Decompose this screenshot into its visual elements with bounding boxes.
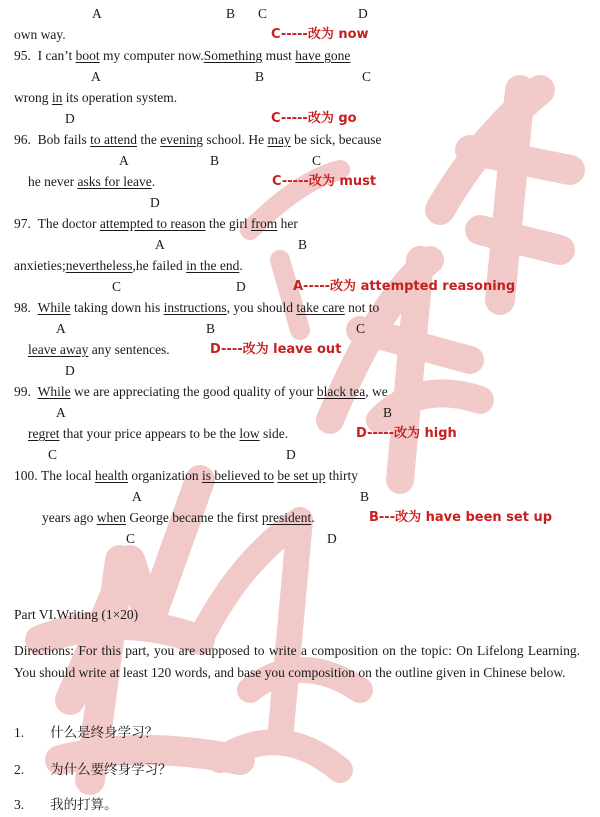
underlined-option: asks for leave xyxy=(77,174,152,189)
text: taking down his xyxy=(70,300,164,315)
text: not to xyxy=(344,300,380,315)
answer-note: A-----改为 attempted reasoning xyxy=(293,279,516,294)
outline-item xyxy=(14,762,172,778)
question-number: 96. xyxy=(14,132,31,147)
text: he never xyxy=(28,174,78,189)
option-letter-a: A xyxy=(155,237,165,252)
outline-text: 什么是终身学习？ xyxy=(50,725,159,740)
underlined-option: may xyxy=(267,132,291,147)
question-100-line2 xyxy=(42,510,315,526)
text: any sentences. xyxy=(88,342,170,357)
underlined-option: nevertheless xyxy=(65,258,133,273)
option-letter-b: B xyxy=(206,321,216,336)
underlined-option: to attend xyxy=(90,132,137,147)
option-letter-a: A xyxy=(56,321,66,336)
question-96-line2 xyxy=(28,174,155,190)
outline-text: 我的打算。 xyxy=(50,797,118,812)
text: . xyxy=(239,258,243,273)
text: , we xyxy=(365,384,388,399)
question-97-line2 xyxy=(14,258,243,274)
text: years ago xyxy=(42,510,97,525)
question-99-line2 xyxy=(28,426,288,442)
text: George became the first xyxy=(125,510,262,525)
option-letter-c: C xyxy=(356,321,366,336)
section-heading: Part VI.Writing (1×20) xyxy=(14,607,139,622)
underlined-option: regret xyxy=(28,426,60,441)
text: Bob fails xyxy=(37,132,91,147)
text: wrong xyxy=(14,90,52,105)
underlined-option: attempted to reason xyxy=(99,216,206,231)
answer-note: C-----改为 now xyxy=(271,27,369,42)
underlined-option: is believed to xyxy=(201,468,274,483)
option-letter-c: C xyxy=(258,6,268,21)
question-98-line2 xyxy=(28,342,170,358)
text: The local xyxy=(41,468,95,483)
text: . xyxy=(311,510,315,525)
option-letter-a: A xyxy=(91,69,101,84)
text: must xyxy=(262,48,296,63)
text: be sick, because xyxy=(290,132,382,147)
answer-note: C-----改为 go xyxy=(271,111,357,126)
text: . xyxy=(151,174,156,189)
option-letter-b: B xyxy=(383,405,393,420)
option-letter-a: A xyxy=(56,405,66,420)
text: anxieties; xyxy=(14,258,66,273)
option-letter-d: D xyxy=(236,279,246,294)
underlined-option: take care xyxy=(296,300,345,315)
option-letter-b: B xyxy=(298,237,308,252)
underlined-option: evening xyxy=(160,132,203,147)
outline-item xyxy=(14,797,118,813)
option-letter-d: D xyxy=(65,111,75,126)
option-letter-c: C xyxy=(312,153,322,168)
underlined-option: in xyxy=(51,90,63,105)
option-letter-a: A xyxy=(92,6,102,21)
option-letter-b: B xyxy=(360,489,370,504)
outline-item xyxy=(14,725,158,741)
answer-note: C-----改为 must xyxy=(272,174,377,189)
text: we are appreciating the good quality of your xyxy=(70,384,317,399)
question-99-line1 xyxy=(14,384,388,400)
text: school. He xyxy=(203,132,268,147)
option-letter-c: C xyxy=(112,279,122,294)
underlined-option: low xyxy=(239,426,260,441)
option-letter-d: D xyxy=(358,6,368,21)
text: its operation system. xyxy=(62,90,178,105)
text: The doctor xyxy=(37,216,100,231)
text: the girl xyxy=(205,216,251,231)
underlined-option: in the end xyxy=(186,258,240,273)
outline-number: 1. xyxy=(14,725,25,740)
question-number: 100. xyxy=(14,468,38,483)
answer-note: D----改为 leave out xyxy=(210,342,342,357)
underlined-option: from xyxy=(250,216,278,231)
text: , you should xyxy=(226,300,297,315)
text: the xyxy=(137,132,161,147)
underlined-option: instructions xyxy=(163,300,227,315)
question-100-line1 xyxy=(14,468,358,484)
text: side. xyxy=(259,426,289,441)
option-letter-b: B xyxy=(255,69,265,84)
directions-paragraph: Directions: For this part, you are supposed to write a composition on the topic: On Lifelong Learning. You should write at least 120 words, and base you composition on the outline given in Chinese below. xyxy=(14,643,580,680)
underlined-option: be set up xyxy=(277,468,326,483)
question-number: 95. xyxy=(14,48,31,63)
sentence-fragment: own way. xyxy=(14,27,66,42)
option-letter-c: C xyxy=(362,69,372,84)
underlined-option: president xyxy=(261,510,312,525)
option-letter-d: D xyxy=(327,531,337,546)
answer-note: B---改为 have been set up xyxy=(369,510,553,525)
question-96-line1 xyxy=(14,132,381,148)
underlined-option: have gone xyxy=(295,48,351,63)
text: my computer now. xyxy=(99,48,204,63)
answer-note: D-----改为 high xyxy=(356,426,457,441)
underlined-option: leave away xyxy=(28,342,89,357)
text: I can’t xyxy=(37,48,76,63)
option-letter-a: A xyxy=(119,153,129,168)
text: her xyxy=(277,216,298,231)
underlined-option: Something xyxy=(203,48,263,63)
underlined-option: boot xyxy=(75,48,100,63)
text: thirty xyxy=(325,468,358,483)
question-95-line1 xyxy=(14,48,350,64)
question-number: 98. xyxy=(14,300,31,315)
option-letter-b: B xyxy=(210,153,220,168)
option-letter-d: D xyxy=(65,363,75,378)
underlined-option: health xyxy=(94,468,128,483)
question-95-line2 xyxy=(14,90,177,106)
option-letter-a: A xyxy=(132,489,142,504)
question-number: 97. xyxy=(14,216,31,231)
question-98-line1 xyxy=(14,300,379,316)
option-letter-c: C xyxy=(126,531,136,546)
underlined-option: when xyxy=(96,510,126,525)
question-number: 99. xyxy=(14,384,31,399)
underlined-option: While xyxy=(37,384,71,399)
outline-text: 为什么要终身学习？ xyxy=(50,762,172,777)
question-97-line1 xyxy=(14,216,298,232)
option-letter-b: B xyxy=(226,6,236,21)
text: ,he failed xyxy=(132,258,187,273)
underlined-option: black tea xyxy=(316,384,366,399)
text: organization xyxy=(127,468,202,483)
outline-number: 2. xyxy=(14,762,25,777)
option-letter-d: D xyxy=(150,195,160,210)
text: that your price appears to be the xyxy=(59,426,240,441)
underlined-option: While xyxy=(37,300,71,315)
option-letter-c: C xyxy=(48,447,58,462)
outline-number: 3. xyxy=(14,797,25,812)
option-letter-d: D xyxy=(286,447,296,462)
